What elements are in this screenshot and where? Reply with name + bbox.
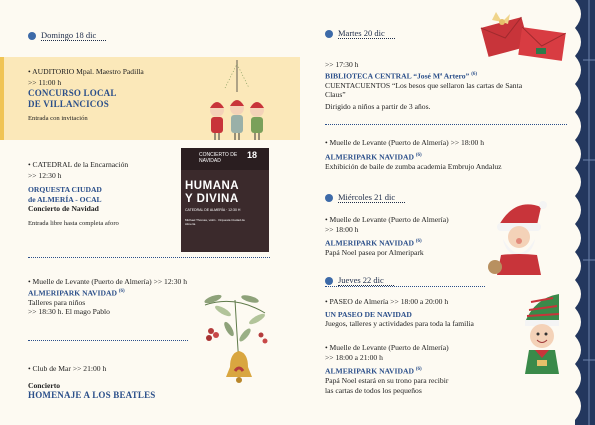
venue-title: • Muelle de Levante (Puerto de Almería) >> 18:00 h	[325, 138, 485, 147]
event-line-2: >> 18:30 h. El mago Pablo	[28, 307, 110, 317]
event-auditorio	[28, 67, 144, 123]
event-line-1: Papá Noel estará en su trono para recibir	[325, 376, 449, 386]
event-line-1: Juegos, talleres y actividades para toda la familia	[325, 319, 474, 328]
event-time: >> 12:30 h	[28, 170, 62, 180]
poster-subtitle: CATEDRAL DE ALMERÍA · 12:30 H	[185, 208, 241, 212]
event-time: >> 11:00 h	[28, 77, 62, 87]
event-line-3: Dirigido a niños a partir de 3 años.	[325, 101, 431, 111]
separator	[325, 286, 485, 287]
carolers-icon	[205, 58, 269, 142]
poster-credits: Michael Thomas, violin · Orquesta Ciudad de Almería	[185, 218, 245, 226]
event-name-1: ORQUESTA CIUDAD	[28, 185, 102, 194]
venue-title: • PASEO de Almería >> 18:00 a 20:00 h	[325, 297, 449, 306]
poster-date: 18	[247, 150, 258, 160]
event-biblioteca	[325, 60, 522, 111]
bell-ornament-icon	[195, 285, 275, 400]
poster-header: CONCIERTO DE NAVIDAD	[199, 152, 238, 164]
separator	[28, 340, 188, 341]
poster-title	[185, 180, 265, 206]
concert-poster	[181, 148, 269, 252]
day-label: Jueves 22 dic	[338, 275, 394, 286]
event-name: ALMERIPARK NAVIDAD $^{(6)}$	[325, 152, 422, 162]
venue-title: • CATEDRAL de la Encarnación	[28, 160, 129, 169]
event-catedral	[28, 160, 128, 228]
event-line-1: Exhibición de baile de zumba academia Embrujo Andaluz	[325, 161, 502, 171]
event-name: ALMERIPARK NAVIDAD $^{(6)}$	[28, 288, 125, 298]
event-name-1: CONCURSO LOCAL	[28, 88, 117, 98]
elf-icon	[515, 290, 570, 382]
event-muelle-18	[28, 277, 187, 317]
event-label: Concierto	[28, 380, 61, 390]
event-line-2: Claus”	[325, 90, 346, 100]
poster-title-1: HUMANA	[185, 180, 240, 192]
envelope-gift-icon	[478, 8, 570, 68]
day-dot-icon	[325, 277, 333, 285]
separator	[325, 124, 567, 125]
event-line-1: Papá Noel pasea por Almeripark	[325, 248, 424, 258]
event-name: UN PASEO DE NAVIDAD	[325, 309, 412, 319]
poster-title-2: Y DIVINA	[185, 193, 239, 205]
venue-title: • Muelle de Levante (Puerto de Almería) >> 12:30 h	[28, 277, 188, 286]
event-time: >> 18:00 h	[325, 224, 359, 234]
day-header-wednesday	[325, 192, 405, 203]
event-name: HOMENAJE A LOS BEATLES	[28, 390, 156, 400]
event-line-2: las cartas de todos los pequeños	[325, 385, 422, 395]
venue-title: • Muelle de Levante (Puerto de Almería)	[325, 215, 449, 224]
event-muelle-21	[325, 215, 449, 258]
day-dot-icon	[325, 194, 333, 202]
day-label: Domingo 18 dic	[41, 30, 106, 41]
day-header-sunday	[28, 30, 106, 41]
event-line-1: Talleres para niños	[28, 297, 86, 307]
event-muelle-22	[325, 343, 449, 395]
event-club-mar	[28, 364, 156, 401]
day-label: Miércoles 21 dic	[338, 192, 405, 203]
decorative-edge	[575, 0, 595, 425]
day-header-thursday	[325, 275, 394, 286]
day-label: Martes 20 dic	[338, 28, 395, 39]
event-note: Entrada con invitación	[28, 115, 88, 122]
event-name-3: Concierto de Navidad	[28, 204, 99, 213]
separator	[28, 257, 270, 258]
event-time: >> 17:30 h	[325, 60, 359, 69]
event-name: ALMERIPARK NAVIDAD $^{(6)}$	[325, 238, 422, 248]
venue-title: BIBLIOTECA CENTRAL “José Mª Artero” $^{(6)}$	[325, 71, 478, 81]
day-header-tuesday	[325, 28, 395, 39]
event-time: >> 18:00 a 21:00 h	[325, 352, 383, 362]
venue-title: • Muelle de Levante (Puerto de Almería)	[325, 343, 449, 352]
event-name-2: DE VILLANCICOS	[28, 98, 109, 109]
day-dot-icon	[28, 32, 36, 40]
event-name-2: de ALMERÍA - OCAL	[28, 194, 102, 204]
event-paseo	[325, 297, 474, 329]
venue-title: • AUDITORIO Mpal. Maestro Padilla	[28, 67, 144, 76]
event-name: ALMERIPARK NAVIDAD $^{(6)}$	[325, 366, 422, 376]
venue-title: • Club de Mar >> 21:00 h	[28, 364, 107, 373]
event-muelle-20	[325, 138, 502, 171]
santa-icon	[485, 195, 555, 280]
event-line-1: CUENTACUENTOS “Los besos que sellaron las cartas de Santa	[325, 80, 523, 90]
day-dot-icon	[325, 30, 333, 38]
event-note: Entrada libre hasta completa aforo	[28, 219, 119, 227]
